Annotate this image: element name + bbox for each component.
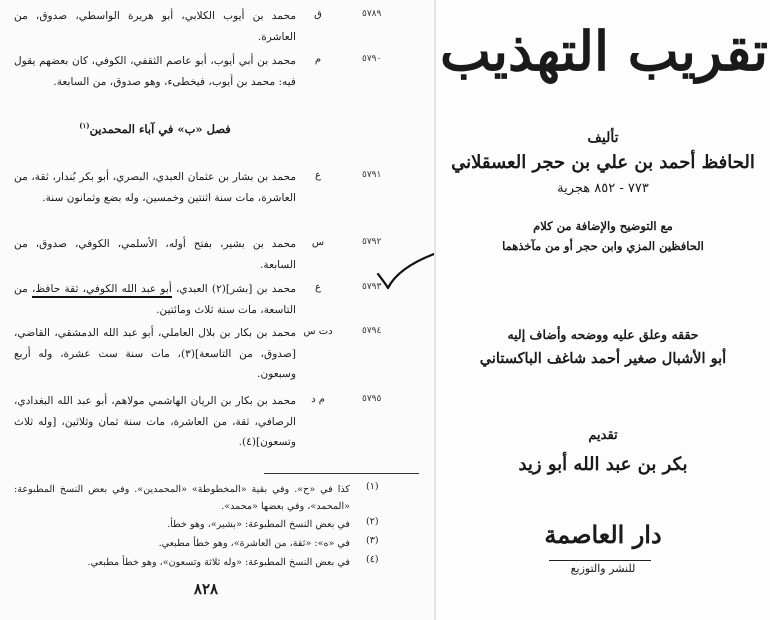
footnote-number: (١) (366, 481, 379, 492)
publisher-tagline: للنشر والتوزيع (570, 562, 636, 575)
entry-text: محمد بن أبي أيوب، أبو عاصم الثقفي، الكوفي، كان بعضهم يقول فيه: محمد بن أيوب، فيخطىء، وهو صدوق، من السابعة. (14, 55, 296, 88)
introduction-label: تقديم (588, 428, 618, 443)
entry-number: ٥٧٩٣ (362, 282, 382, 292)
footnote-text: في بعض النسخ المطبوعة: «وله ثلاثة وتسعون»، وهو خطأ مطبعي. (87, 557, 350, 568)
narrator-code: س (311, 237, 325, 248)
section-heading (14, 121, 296, 136)
author-dates: ٧٧٣ - ٨٥٢ هجرية (557, 181, 649, 196)
entry-number: ٥٧٩١ (362, 170, 382, 180)
narrator-code: دت س (303, 326, 333, 337)
editor-label: حققه وعلق عليه ووضحه وأضاف إليه (507, 327, 699, 342)
narrator-code: م د (311, 394, 325, 405)
page-number: ٨٢٨ (193, 580, 219, 598)
entry-number: ٥٧٩٥ (362, 394, 382, 404)
entry-text (14, 279, 296, 320)
publisher-divider (549, 560, 651, 561)
entry-number: ٥٧٩٢ (362, 237, 382, 247)
footnote-number: (٣) (366, 535, 379, 546)
introduction-author: بكر بن عبد الله أبو زيد (518, 454, 688, 475)
narrator-code: م (314, 54, 322, 65)
footnote-number: (٤) (366, 554, 379, 565)
author-label: تأليف (587, 130, 619, 146)
entry-number: ٥٧٩٤ (362, 326, 382, 336)
footnote-text: في «ه»: «ثقة، من العاشرة»، وهو خطأ مطبعي. (158, 538, 350, 549)
publisher-name: دار العاصمة (544, 520, 662, 549)
section-heading-text: فصل «ب» في آباء المحمدين (89, 121, 231, 136)
entry-number: ٥٧٨٩ (362, 9, 382, 19)
section-heading-note: (١) (79, 121, 90, 130)
editor-name: أبو الأشبال صغير أحمد شاغف الباكستاني (479, 350, 727, 367)
footnote-text: كذا في «ح». وفي بقية «المخطوطة» «المحمدين». وفي بعض النسخ المطبوعة: «المحمد»، وفي بعضها «محمد». (14, 484, 350, 512)
entry-text-start: محمد بن [بشر](٢) العبدي، (171, 283, 296, 295)
handwritten-check-mark-icon (376, 248, 436, 292)
entry-number: ٥٧٩٠ (362, 54, 382, 64)
entry-text: محمد بن بكار بن بلال العاملي، أبو عبد الله الدمشقي، القاضي، [صدوق، من التاسعة](٣)، مات سنة ست عشرة، وله أربع وسبعون. (14, 327, 297, 380)
narrator-code: ع (315, 282, 321, 293)
entry-text: محمد بن بشار بن عثمان العبدي، البصري، أبو بكر بُندار، ثقة، من العاشرة، مات سنة اثنتين وخمسين، وله بضع وثمانون سنة. (14, 171, 296, 204)
author-name: الحافظ أحمد بن علي بن حجر العسقلاني (451, 152, 755, 173)
footnote-number: (٢) (366, 516, 379, 527)
footnote-text: في بعض النسخ المطبوعة: «بشير»، وهو خطأ. (167, 519, 350, 530)
entry-text: محمد بن بشير، بفتح أوله، الأسلمي، الكوفي، صدوق، من السابعة. (14, 238, 296, 271)
entry-text-end: من التاسعة، مات سنة ثلاث ومائتين. (14, 283, 296, 316)
description-line: مع التوضيح والإضافة من كلام (533, 219, 673, 233)
footnote-divider (264, 473, 419, 474)
description-line: الحافظين المزي وابن حجر أو من مآخذهما (502, 239, 704, 253)
entry-text: محمد بن بكار بن الريان الهاشمي مولاهم، أبو عبد الله البغدادي، الرصافي، ثقة، من العاشرة، مات سنة ثمان وثلاثين، [وله ثلاث وتسعون](٤). (14, 395, 296, 448)
entry-text: محمد بن أيوب الكلابي، أبو هريرة الواسطي، صدوق، من العاشرة. (14, 10, 296, 43)
title-page (436, 0, 770, 620)
narrator-code: ق (314, 9, 322, 20)
book-title: تقريب التهذيب (439, 19, 768, 83)
narrator-code: ع (315, 170, 321, 181)
underlined-phrase: أبو عبد الله الكوفي، ثقة حافظ، (32, 283, 172, 298)
